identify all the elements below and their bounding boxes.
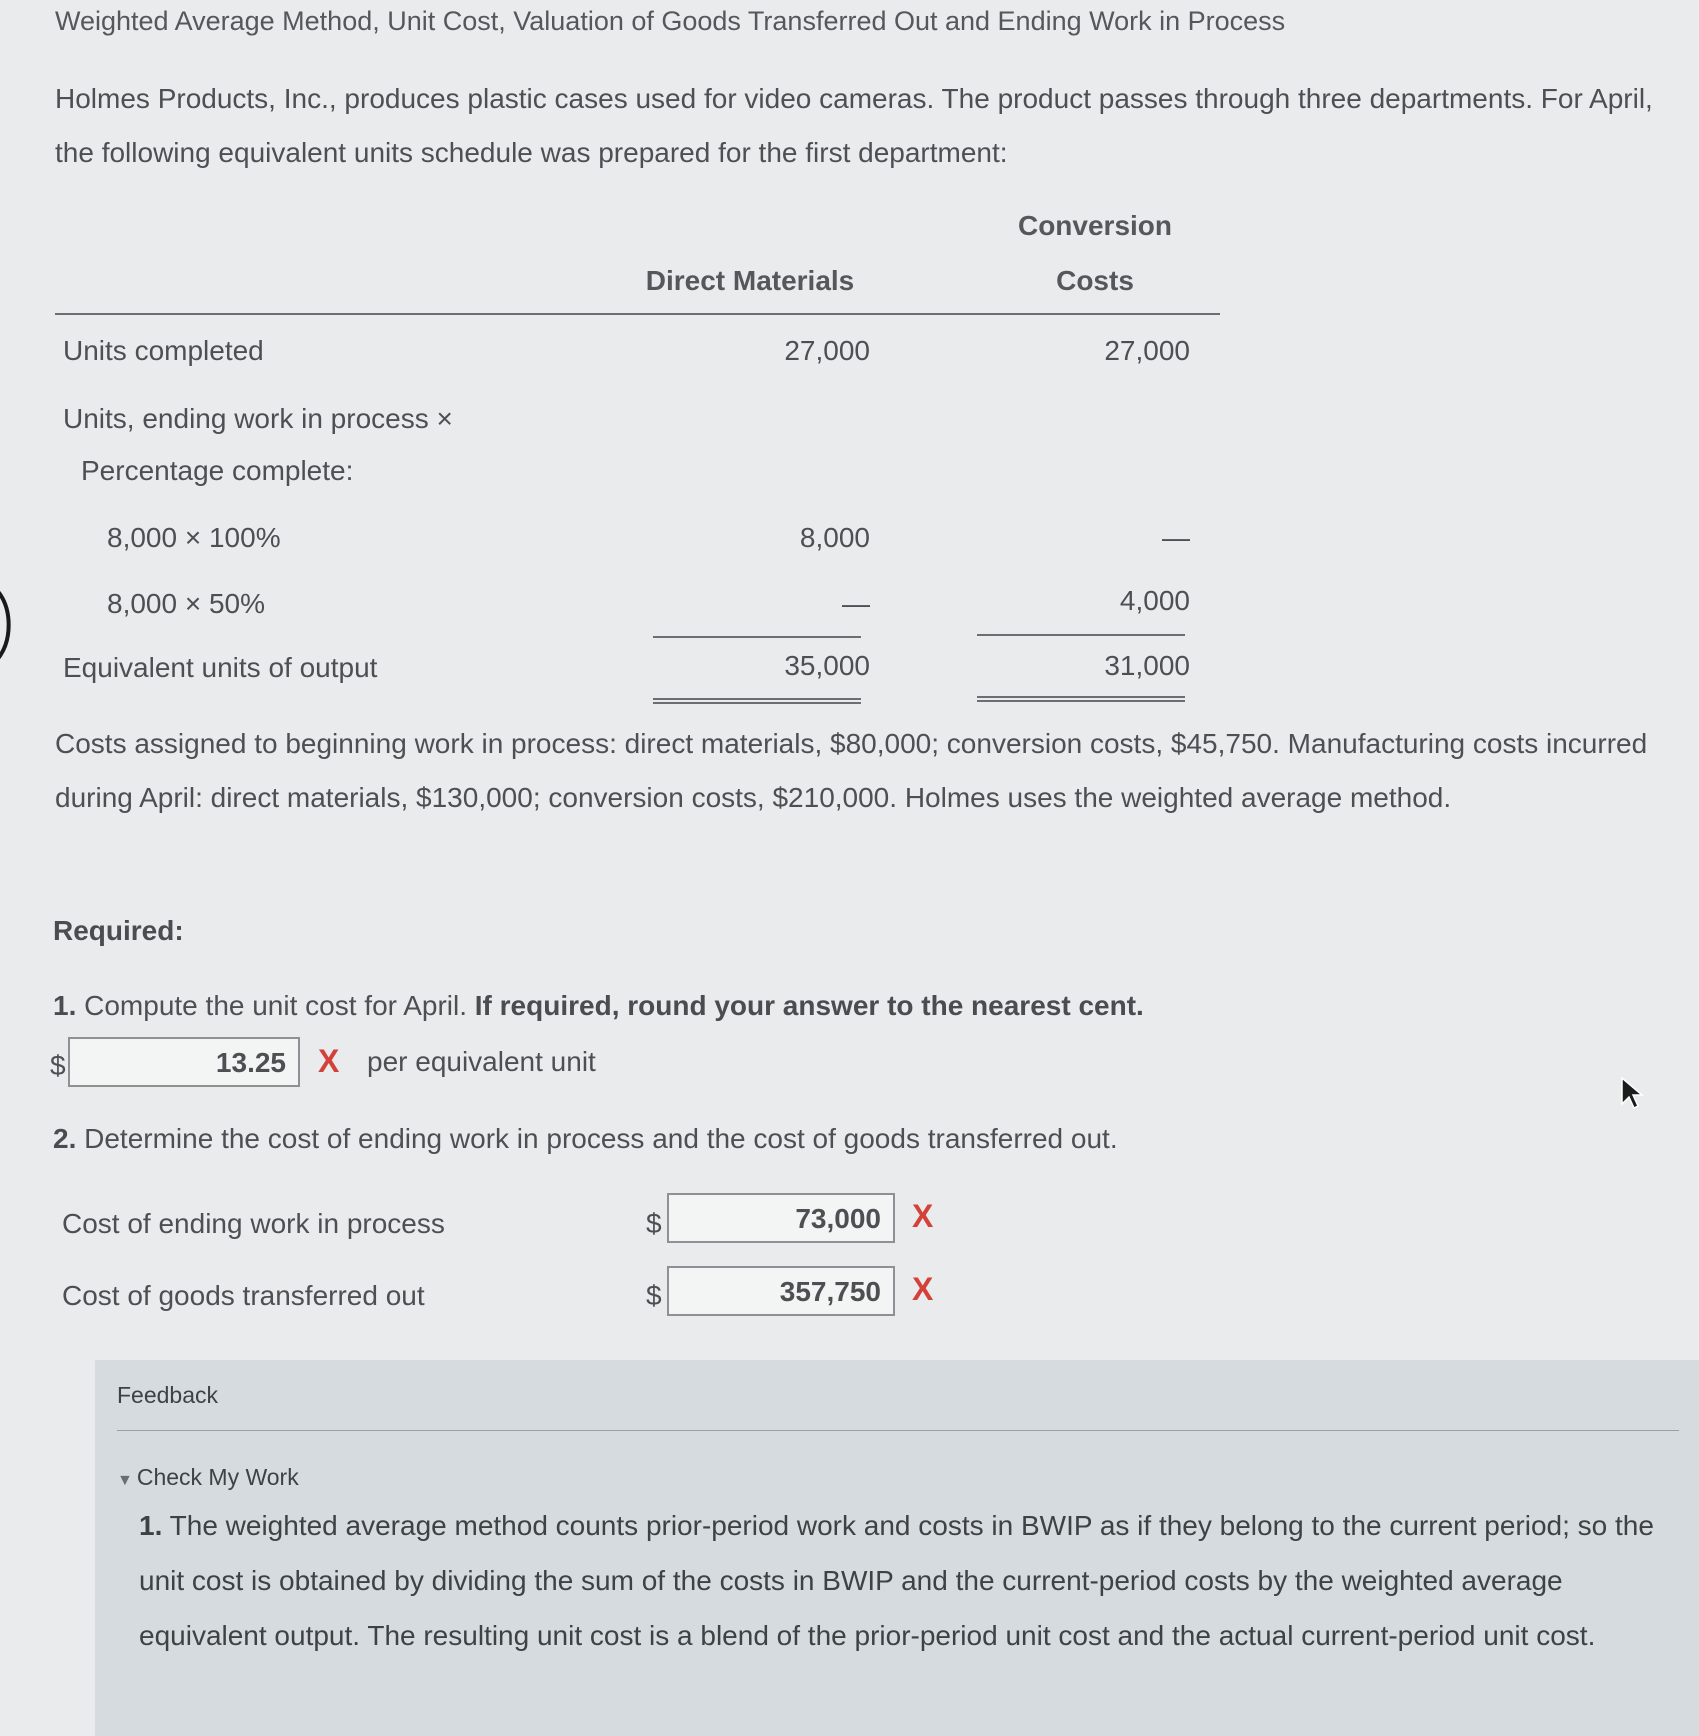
cgto-cost-label: Cost of goods transferred out [62,1280,425,1311]
q2-text: Determine the cost of ending work in process and the cost of goods transferred out. [84,1123,1118,1154]
ewip-50-dm: — [842,588,870,619]
unit-cost-input[interactable]: 13.25 [68,1037,300,1087]
problem-title: Weighted Average Method, Unit Cost, Valuation of Goods Transferred Out and Ending Work in Process [55,6,1286,36]
ewip-100-dm: 8,000 [799,522,870,553]
row-label-50pct: 8,000 × 50% [107,588,266,619]
ewip-incorrect-icon: X [912,1198,934,1234]
cgto-cost-input[interactable]: 357,750 [667,1266,895,1316]
col-header-conversion-line1: Conversion [1017,210,1173,241]
feedback-item-number: 1. [139,1510,163,1541]
feedback-title: Feedback [117,1382,219,1408]
feedback-divider [117,1430,1679,1431]
units-completed-dm: 27,000 [784,335,870,366]
check-my-work-label: Check My Work [136,1464,299,1490]
q1-text: Compute the unit cost for April. [84,990,467,1021]
feedback-explanation [139,1498,1669,1663]
feedback-panel [95,1360,1699,1736]
cgto-incorrect-icon: X [912,1271,934,1307]
feedback-item-text: The weighted average method counts prior-period work and costs in BWIP as if they belong to the current period; so the unit cost is obtained by dividing the sum of the costs in BWIP and the current-period costs by the weighted average equivalent output. The resulting unit cost is a blend of the prior-period unit cost and the actual current-period unit cost. [139,1510,1654,1651]
ewip-currency: $ [646,1208,662,1239]
total-double-rule-cc [977,696,1185,702]
q1-currency: $ [50,1050,66,1081]
unit-cost-suffix: per equivalent unit [367,1046,596,1077]
col-header-conversion-line2: Costs [1056,265,1134,296]
required-heading: Required: [53,915,184,946]
cgto-currency: $ [646,1280,662,1311]
intro-paragraph: Holmes Products, Inc., produces plastic cases used for video cameras. The product passes through three departments. For April, the following equivalent units schedule was prepared for the first department: [55,83,1653,168]
q2-number: 2. [53,1123,77,1154]
ewip-50-cc: 4,000 [1119,585,1190,616]
ewip-cost-label: Cost of ending work in process [62,1208,445,1239]
q1-number: 1. [53,990,77,1021]
col-header-direct-materials: Direct Materials [645,265,855,296]
unit-cost-incorrect-icon: X [318,1043,340,1079]
row-label-100pct: 8,000 × 100% [107,522,281,553]
total-double-rule-dm [653,698,861,704]
question-1 [53,990,1144,1022]
row-label-equivalent-units: Equivalent units of output [63,652,378,683]
question-2 [53,1123,1118,1155]
ewip-100-cc: — [1162,522,1190,553]
subtotal-rule-dm [653,636,861,638]
ewip-cost-input[interactable]: 73,000 [667,1193,895,1243]
header-rule [55,313,1220,315]
q1-rounding-note: If required, round your answer to the nearest cent. [474,990,1144,1021]
total-cc: 31,000 [1104,650,1190,681]
cost-data-paragraph: Costs assigned to beginning work in process: direct materials, $80,000; conversion costs, $45,750. Manufacturing costs incurred during April: direct materials, $130,000; conversion costs, $210,000. Holmes uses the weighted average method. [55,728,1648,813]
check-my-work-toggle[interactable] [117,1464,299,1491]
row-label-ewip: Units, ending work in process × [63,403,453,434]
total-dm: 35,000 [784,650,870,681]
collapse-triangle-icon: ▼ [117,1472,133,1489]
row-label-units-completed: Units completed [63,335,264,366]
window-edge-arc [0,580,30,670]
equivalent-units-schedule [55,200,1235,720]
units-completed-cc: 27,000 [1104,335,1190,366]
subtotal-rule-cc [977,634,1185,636]
row-label-percentage: Percentage complete: [81,455,354,486]
mouse-cursor-icon [1620,1076,1646,1110]
